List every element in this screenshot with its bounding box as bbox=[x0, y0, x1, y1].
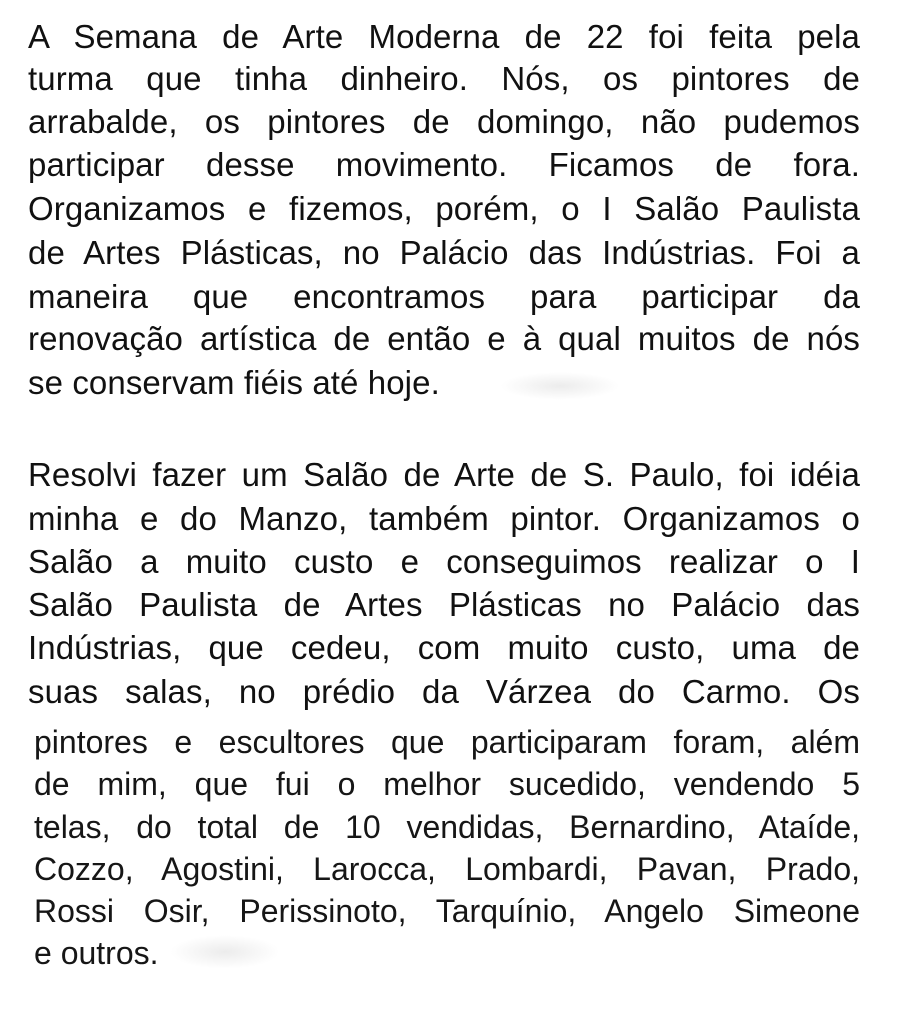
text-line: turma que tinha dinheiro. Nós, os pintores de bbox=[28, 60, 860, 97]
text-line: suas salas, no prédio da Várzea do Carmo. Os bbox=[28, 673, 860, 710]
text-line: arrabalde, os pintores de domingo, não pudemos bbox=[28, 103, 860, 140]
text-line: participar desse movimento. Ficamos de fora. bbox=[28, 146, 860, 183]
text-line: Organizamos e fizemos, porém, o I Salão Paulista bbox=[28, 190, 860, 227]
text-line: Rossi Osir, Perissinoto, Tarquínio, Angelo Simeone bbox=[34, 893, 860, 929]
scan-smudge bbox=[170, 935, 280, 969]
text-line: pintores e escultores que participaram foram, além bbox=[34, 724, 860, 760]
text-line: e outros. bbox=[34, 935, 159, 971]
text-line: maneira que encontramos para participar da bbox=[28, 278, 860, 315]
text-line: Indústrias, que cedeu, com muito custo, uma de bbox=[28, 629, 860, 666]
text-line: A Semana de Arte Moderna de 22 foi feita pela bbox=[28, 18, 860, 55]
text-line: Resolvi fazer um Salão de Arte de S. Paulo, foi idéia bbox=[28, 456, 860, 493]
text-line: telas, do total de 10 vendidas, Bernardino, Ataíde, bbox=[34, 809, 860, 845]
text-line: Salão a muito custo e conseguimos realizar o I bbox=[28, 543, 860, 580]
text-line: de Artes Plásticas, no Palácio das Indústrias. Foi a bbox=[28, 234, 860, 271]
text-line: Cozzo, Agostini, Larocca, Lombardi, Pavan, Prado, bbox=[34, 851, 860, 887]
text-line: se conservam fiéis até hoje. bbox=[28, 364, 440, 401]
text-line: minha e do Manzo, também pintor. Organizamos o bbox=[28, 500, 860, 537]
text-line: de mim, que fui o melhor sucedido, vendendo 5 bbox=[34, 766, 860, 802]
text-line: renovação artística de então e à qual muitos de nós bbox=[28, 320, 860, 357]
scan-smudge bbox=[500, 372, 620, 400]
text-line: Salão Paulista de Artes Plásticas no Palácio das bbox=[28, 586, 860, 623]
